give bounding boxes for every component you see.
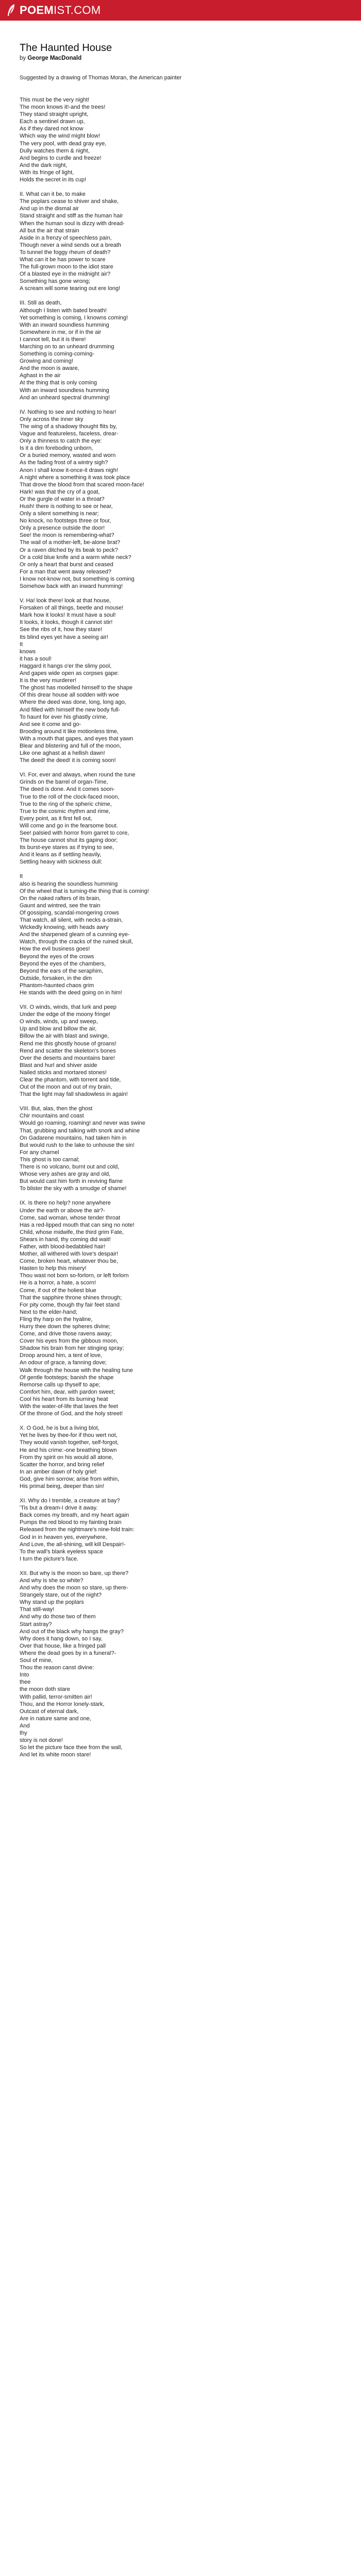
poem-line: Haggard it hangs o'er the slimy pool, — [20, 663, 112, 669]
poem-stanza — [20, 299, 341, 401]
poem-line: But would rush to the lake to unhouse the sin! — [20, 1142, 135, 1148]
poem-line: The poplars cease to shiver and shake, — [20, 198, 119, 205]
poem-line: How the evil business goes! — [20, 946, 90, 953]
poem-line: To the wall's blank eyeless space — [20, 1548, 103, 1555]
poem-line: The deed! the deed! it is coming soon! — [20, 757, 116, 764]
poem-line: And up in the dismal air — [20, 206, 79, 212]
poem-line: And filled with himself the new body full- — [20, 706, 121, 713]
poem-line: Over the deserts and mountains bare! — [20, 1055, 115, 1061]
poem-line: The wail of a mother-left, be-alone brat? — [20, 539, 121, 546]
poem-stanza — [20, 771, 341, 866]
poem-line: Scatter the horror, and bring relief — [20, 1461, 104, 1468]
poem-line: With the water-of-life that laves the feet — [20, 1403, 118, 1410]
poem-line: And let its white moon stare! — [20, 1752, 91, 1758]
poem-stanza — [20, 1497, 341, 1563]
poem-line: Nailed sticks and mortared stones! — [20, 1069, 107, 1076]
poem-line: Stand straight and stiff as the human hair — [20, 213, 123, 219]
poem-line: With an inward soundless humming — [20, 321, 109, 328]
poem-line: And — [20, 1722, 30, 1729]
poem-line: The wing of a shadowy thought flits by, — [20, 423, 117, 430]
poem-line: That the light may fall shadowless in again! — [20, 1091, 128, 1098]
poem-line: Watch, through the cracks of the ruined skull, — [20, 939, 133, 945]
poem-stanza — [20, 409, 341, 590]
poem-line: Thou the reason canst divine: — [20, 1665, 94, 1671]
quill-icon — [6, 4, 17, 17]
poem-line: Clear the phantom, with torrent and tide, — [20, 1077, 121, 1083]
poem-line: All but the air that strain — [20, 227, 79, 234]
poem-line: Beyond the eyes of the crows — [20, 953, 94, 960]
poem-line: O winds, winds, up and sweep, — [20, 1019, 98, 1025]
poem-line: And it leans as if settling heavily, — [20, 852, 102, 858]
poem-line: Shadow his brain from her stinging spray; — [20, 1345, 124, 1352]
poem-line: Something has gone wrong; — [20, 278, 90, 285]
poem-line: Where the deed was done, long, long ago, — [20, 699, 126, 706]
site-logo[interactable] — [6, 4, 101, 17]
poem-line: Phantom-haunted chaos grim — [20, 982, 94, 989]
poem-line: Marching on to an unheard drumming — [20, 344, 114, 350]
poem-line: Cool his heart from its burning heat — [20, 1396, 108, 1402]
poem-line: Will come and go in the fearsome bout. — [20, 822, 118, 829]
poem-stanza — [20, 1570, 341, 1758]
poem-line: Beyond the eyes of the chambers, — [20, 960, 106, 967]
poem-body — [20, 96, 341, 1758]
poem-line: Something is coming-coming- — [20, 351, 94, 358]
poem-line: Mother, all withered with love's despair! — [20, 1251, 119, 1258]
poem-line: See the ribs of it, how they stare! — [20, 626, 103, 633]
poem-line: Only a presence outside the door! — [20, 525, 105, 532]
poem-line: Its burst-eye stares as if trying to see, — [20, 844, 114, 851]
poem-line: It — [20, 873, 23, 880]
site-logo-text — [20, 4, 101, 17]
poem-line: Droop around him, a tent of love, — [20, 1352, 103, 1359]
poem-line: Though never a wind sends out a breath — [20, 242, 121, 248]
poem-line: And an unheard spectral drumming! — [20, 394, 110, 401]
poem-line: Which way the wind might blow! — [20, 133, 100, 140]
poem-line: Every point, as it first fell out, — [20, 815, 92, 822]
poem-line: Wickedly knowing, with heads awry — [20, 924, 109, 931]
poem-line: thy — [20, 1730, 27, 1736]
poem-line: The deed is done. And it comes soon- — [20, 786, 115, 793]
poem-line: Somehow back with an inward humming! — [20, 583, 123, 589]
poem-stanza — [20, 96, 341, 183]
poem-line: knows — [20, 648, 36, 655]
poem-line: He stands with the deed going on in him! — [20, 989, 122, 996]
poem-line: Outcast of eternal dark, — [20, 1708, 79, 1715]
poem-line: And the sharpened gleam of a cunning eye- — [20, 931, 130, 938]
poem-line: VI. For, ever and always, when round the tune — [20, 772, 136, 778]
epigraph: Suggested by a drawing of Thomas Moran, the American painter — [20, 75, 182, 81]
poem-line: Next to the elder-hand; — [20, 1309, 77, 1315]
poem-stanza — [20, 1004, 341, 1098]
poem-line: 'Tis but a dream-I drive it away. — [20, 1505, 98, 1512]
poem-stanza — [20, 873, 341, 996]
poem-line: Of this drear house all sodden with woe — [20, 692, 119, 699]
poem-line: Out of the moon and out of my brain, — [20, 1084, 112, 1091]
poem-line: No knock, no footsteps three or four, — [20, 518, 111, 524]
poem-line: Soul of mine, — [20, 1657, 53, 1664]
poem-line: it has a soul! — [20, 655, 52, 662]
poem-line: That drove the blood from that scared moon-face! — [20, 481, 144, 488]
poem-line: Of gossiping, scandal-mongering crows — [20, 909, 119, 916]
poem-line: story is not done! — [20, 1737, 63, 1744]
poem-line: Cover his eyes from the gibbous moon, — [20, 1338, 119, 1345]
poem-line: As if they dared not know — [20, 126, 84, 132]
poem-line: And Love, the all-shining, will kill Despair!- — [20, 1541, 126, 1548]
poem-line: Child, whose midwife, the third grim Fate, — [20, 1229, 124, 1235]
poem-line: Mark how it looks! It must have a soul! — [20, 612, 116, 619]
poem-line: He and his crime:-one breathing blown — [20, 1447, 117, 1453]
logo-text-rest: IST.COM — [54, 4, 101, 16]
poem-line: IV. Nothing to see and nothing to hear! — [20, 409, 117, 415]
site-header — [0, 0, 361, 21]
poem-line: Only a silent something is near; — [20, 511, 99, 517]
poem-line: In an amber dawn of holy grief: — [20, 1468, 98, 1475]
poem-line: the moon doth stare — [20, 1686, 70, 1693]
poem-line: Only a thinness to catch the eye: — [20, 438, 102, 445]
poem-line: God, give him sorrow; arise from within, — [20, 1476, 120, 1482]
poem-line: Strangely stare, out of the night? — [20, 1592, 102, 1599]
poem-line: Why does it hang down, so I say, — [20, 1635, 103, 1642]
poem-stanza — [20, 1105, 341, 1192]
poem-line: Blast and hurl and shiver aside — [20, 1062, 97, 1069]
byline — [20, 55, 341, 61]
poem-line: I know not-know not, but something is coming — [20, 575, 135, 582]
poem-line: This ghost is too carnal; — [20, 1156, 80, 1163]
poem-line: When the human soul is dizzy with dread- — [20, 220, 125, 227]
poem-line: Growing and coming! — [20, 358, 73, 365]
poem-line: Forsaken of all things, beetle and mouse! — [20, 605, 124, 612]
poem-line: Come, if out of the holiest blue — [20, 1287, 96, 1294]
poem-line: His primal being, deeper than sin! — [20, 1483, 104, 1489]
poem-stanza — [20, 1425, 341, 1490]
poem-line: That, grubbing and talking with snork and whine — [20, 1127, 140, 1134]
poem-line: Father, with blood-bedabbled hair! — [20, 1243, 106, 1250]
poem-line: A scream will some tearing out ere long! — [20, 285, 121, 292]
poem-line: Holds the secret in its cup! — [20, 177, 87, 183]
poem-line: For pity come, though thy fair feet stand — [20, 1301, 120, 1308]
poem-line: Anon I shall know it-once-it draws nigh! — [20, 467, 118, 473]
poem-line: Rend and scatter the skeleton's bones — [20, 1047, 116, 1054]
poem-line: Outside, forsaken, in the dim — [20, 975, 92, 981]
poem-line: The very pool, with dead gray eye, — [20, 140, 107, 147]
poem-line: Yet something is coming, I knowns coming! — [20, 314, 128, 321]
poem-line: Under the edge of the moony fringe! — [20, 1011, 111, 1018]
poem-line: I turn the picture's face. — [20, 1555, 78, 1562]
poem-line: Why stand up the poplars — [20, 1599, 84, 1606]
poem-line: also is hearing the soundless humming — [20, 880, 118, 887]
poem-line: Hasten to help this misery! — [20, 1265, 87, 1272]
poem-stanza — [20, 191, 341, 292]
poem-line: Hurry thee down the spheres divine; — [20, 1324, 111, 1330]
poem-stanza — [20, 1199, 341, 1417]
poem-line: Shears in hand, thy coming did wait! — [20, 1236, 111, 1243]
poem-line: From thy spirit on his would all atone, — [20, 1454, 113, 1461]
poem-page — [0, 21, 361, 1758]
poem-line: Of the wheel that is turning-the thing that is coming! — [20, 888, 149, 894]
poem-line: Its blind eyes yet have a seeing air! — [20, 634, 108, 640]
poem-line: A night where a something it was took place — [20, 474, 130, 481]
poem-line: That watch, all silent, with necks a-strain, — [20, 917, 123, 924]
poem-line: Come, and drive those ravens away; — [20, 1331, 112, 1337]
poem-line: And see it come and go- — [20, 721, 81, 727]
poem-line: Up and blow and billow the air, — [20, 1026, 97, 1032]
poem-line: Has a red-lipped mouth that can sing no note! — [20, 1222, 135, 1228]
poem-line: V. Ha! look there! look at that house, — [20, 598, 111, 604]
poem-line: Where the dead goes by in a funeral?- — [20, 1650, 117, 1656]
poem-line: True to the roll of the clock-faced moon, — [20, 793, 120, 800]
poem-line: They would vanish together, self-forgot, — [20, 1439, 119, 1446]
poem-line: Or a buried memory, wasted and worn — [20, 452, 116, 459]
poem-line: Aghast in the air — [20, 372, 61, 379]
poem-line: VII. O winds, winds, that lurk and peep — [20, 1004, 117, 1011]
poem-line: And why is she so white? — [20, 1578, 84, 1584]
poem-line: Brooding around it like motionless time, — [20, 728, 119, 735]
by-label: by — [20, 55, 26, 61]
poem-line: Thou, and the Horror lonely-stark, — [20, 1701, 105, 1707]
poem-line: thee — [20, 1679, 31, 1686]
poem-line: Comfort him, dear, with pardon sweet; — [20, 1388, 116, 1395]
poem-line: XII. But why is the moon so bare, up there? — [20, 1570, 128, 1577]
poem-line: See! palsied with horror from garret to core, — [20, 830, 129, 836]
poem-line: That still-way! — [20, 1606, 55, 1613]
poem-line: The ghost has modelled himself to the shape — [20, 685, 133, 691]
poem-stanza — [20, 597, 341, 764]
poem-line: Although I listen with bated breath! — [20, 307, 107, 314]
poem-line: So let the picture face thee from the wall, — [20, 1744, 123, 1751]
poem-line: As the fading frost of a wintry sigh? — [20, 460, 108, 466]
poem-line: Would go roaming, roaming! and never was swine — [20, 1120, 145, 1127]
poem-line: Blear and blistering and full of the moon, — [20, 742, 121, 749]
poem-line: On Gadarene mountains, had taken him in — [20, 1134, 127, 1141]
poem-line: And out of the black why hangs the gray? — [20, 1628, 124, 1635]
poem-line: Pumps the red blood to my fainting brain — [20, 1519, 122, 1526]
poem-line: Thou wast not born so-forlorn, or left forlorn — [20, 1273, 129, 1279]
poem-line: Released from the nightmare's nine-fold train: — [20, 1527, 135, 1533]
poem-line: He is a horror, a hate, a scorn! — [20, 1280, 96, 1286]
poem-title: The Haunted House — [20, 42, 112, 54]
poem-line: Hush! there is nothing to see or hear, — [20, 503, 113, 510]
poem-line: Come, broken heart, whatever thou be, — [20, 1258, 118, 1265]
poem-line: Walk through the house with the healing tune — [20, 1367, 133, 1374]
poem-line: Whose very ashes are gray and old, — [20, 1171, 111, 1178]
poem-line: Come, sad woman, whose tender throat — [20, 1214, 121, 1221]
poem-line: IX. Is there no help? none anywhere — [20, 1200, 111, 1207]
poem-line: And why do those two of them — [20, 1614, 96, 1620]
poem-line: They stand straight upright, — [20, 111, 89, 118]
poem-line: On the naked rafters of its brain, — [20, 895, 101, 902]
poem-line: Of a blasted eye in the midnight air? — [20, 271, 111, 278]
poem-line: II. What can it be, to make — [20, 191, 86, 198]
poem-line: For any charnel — [20, 1149, 59, 1156]
poem-line: And begins to curdle and freeze! — [20, 155, 102, 161]
poem-line: To tunnel the foggy rheum of death? — [20, 249, 111, 256]
poem-line: True to the ring of the spheric chime, — [20, 801, 112, 807]
poem-line: Only across the inner sky — [20, 416, 84, 422]
poem-line: X. O God, he is but a living blot, — [20, 1425, 100, 1432]
poem-line: God in in heaven yes, everywhere, — [20, 1534, 107, 1540]
poem-line: With pallid, terror-smitten air! — [20, 1693, 92, 1700]
poem-line: It is the very murderer! — [20, 677, 77, 684]
poem-line: To blister the sky with a smudge of shame! — [20, 1185, 127, 1192]
poem-line: Or a raven ditched by its beak to peck? — [20, 547, 118, 553]
poem-line: An odour of grace, a fanning dove; — [20, 1360, 107, 1366]
poem-line: Billow the air with blast and swinge, — [20, 1033, 109, 1040]
poem-line: Under the earth or above the air?- — [20, 1207, 105, 1214]
poem-line: And the dark night, — [20, 162, 68, 168]
poem-line: Vague and featureless, faceless, drear- — [20, 431, 119, 437]
poem-line: But would cast him forth in reviving flame — [20, 1178, 123, 1185]
author-link[interactable]: George MacDonald — [27, 55, 82, 61]
poem-line: VIII. But, alas, then the ghost — [20, 1106, 93, 1112]
poem-line: Dully watches them & night, — [20, 147, 90, 154]
poem-line: With an inward soundless humming — [20, 387, 109, 394]
poem-line: Settling heavy with sickness dull: — [20, 859, 103, 866]
poem-line: Are in nature same and one, — [20, 1715, 91, 1722]
poem-line: What can it be has power to scare — [20, 256, 106, 263]
poem-line: See! the moon is remembering-what? — [20, 532, 114, 539]
poem-line: And why does the moon so stare, up there- — [20, 1585, 128, 1591]
poem-line: Start astray? — [20, 1621, 52, 1628]
poem-line: Beyond the ears of the seraphim, — [20, 968, 104, 974]
poem-line: Or the gurgle of water in a throat? — [20, 496, 105, 502]
poem-line: Fling thy harp on the hyaline, — [20, 1316, 93, 1323]
logo-text-bold: POEM — [20, 4, 54, 16]
poem-line: Is it a dim foreboding unborn, — [20, 445, 93, 452]
poem-line: It looks, it looks, though it cannot stir! — [20, 619, 113, 626]
poem-line: Hark! was that the cry of a goat, — [20, 488, 100, 495]
poem-line: This must be the very night! — [20, 97, 90, 103]
poem-line: XI. Why do I tremble, a creature at bay? — [20, 1498, 120, 1504]
poem-line: Rend me this ghostly house of groans! — [20, 1040, 117, 1047]
poem-line: And the moon is aware, — [20, 365, 79, 372]
poem-line: With its fringe of light, — [20, 169, 74, 176]
poem-line: Of the throne of God, and the holy street! — [20, 1411, 123, 1417]
poem-line: True to the cosmic rhythm and rime, — [20, 808, 110, 815]
poem-line: Of gentle footsteps; banish the shape — [20, 1374, 114, 1381]
poem-line: Or only a heart that burst and ceased — [20, 561, 113, 568]
poem-line: Chir mountains and coast — [20, 1113, 84, 1120]
poem-line: Into — [20, 1672, 29, 1679]
poem-line: The house cannot shut its gaping door; — [20, 837, 118, 844]
poem-line: At the thing that is only coming — [20, 380, 97, 386]
poem-line: Aside in a frenzy of speechless pain, — [20, 234, 112, 241]
poem-line: Yet he lives by thee-for if thou wert not, — [20, 1432, 118, 1439]
poem-line: Grinds on the barrel of organ-Time, — [20, 779, 108, 786]
poem-line: For a man that went away released? — [20, 568, 111, 575]
poem-line: And gapes wide open as corpses gape: — [20, 670, 119, 677]
poem-line: Remorse calls up thyself to ape; — [20, 1381, 101, 1388]
poem-line: The full-grown moon to the idiot stare — [20, 264, 113, 270]
poem-line: To haunt for ever his ghastly crime, — [20, 714, 108, 720]
poem-line: Back comes my breath, and my heart again — [20, 1512, 129, 1519]
poem-line: With a mouth that gapes, and eyes that yawn — [20, 735, 134, 742]
poem-line: III. Still as death, — [20, 300, 62, 307]
poem-line: Over that house, like a fringed pall — [20, 1642, 106, 1649]
poem-line: Somewhere in me, or if in the air — [20, 329, 102, 335]
poem-line: Each a sentinel drawn up, — [20, 118, 85, 125]
poem-line: Like one aghast at a hellish dawn! — [20, 750, 105, 757]
poem-line: The moon knows it!-and the trees! — [20, 104, 106, 111]
poem-line: Gaunt and wintred, see the train — [20, 902, 101, 909]
poem-line: Or a cold blue knife and a warm white neck? — [20, 554, 132, 561]
poem-line: That the sapphire throne shines through; — [20, 1294, 122, 1301]
poem-line: It — [20, 641, 23, 648]
poem-line: There is no volcano, burnt out and cold, — [20, 1164, 120, 1171]
poem-line: I cannot tell, but it is there! — [20, 336, 86, 343]
